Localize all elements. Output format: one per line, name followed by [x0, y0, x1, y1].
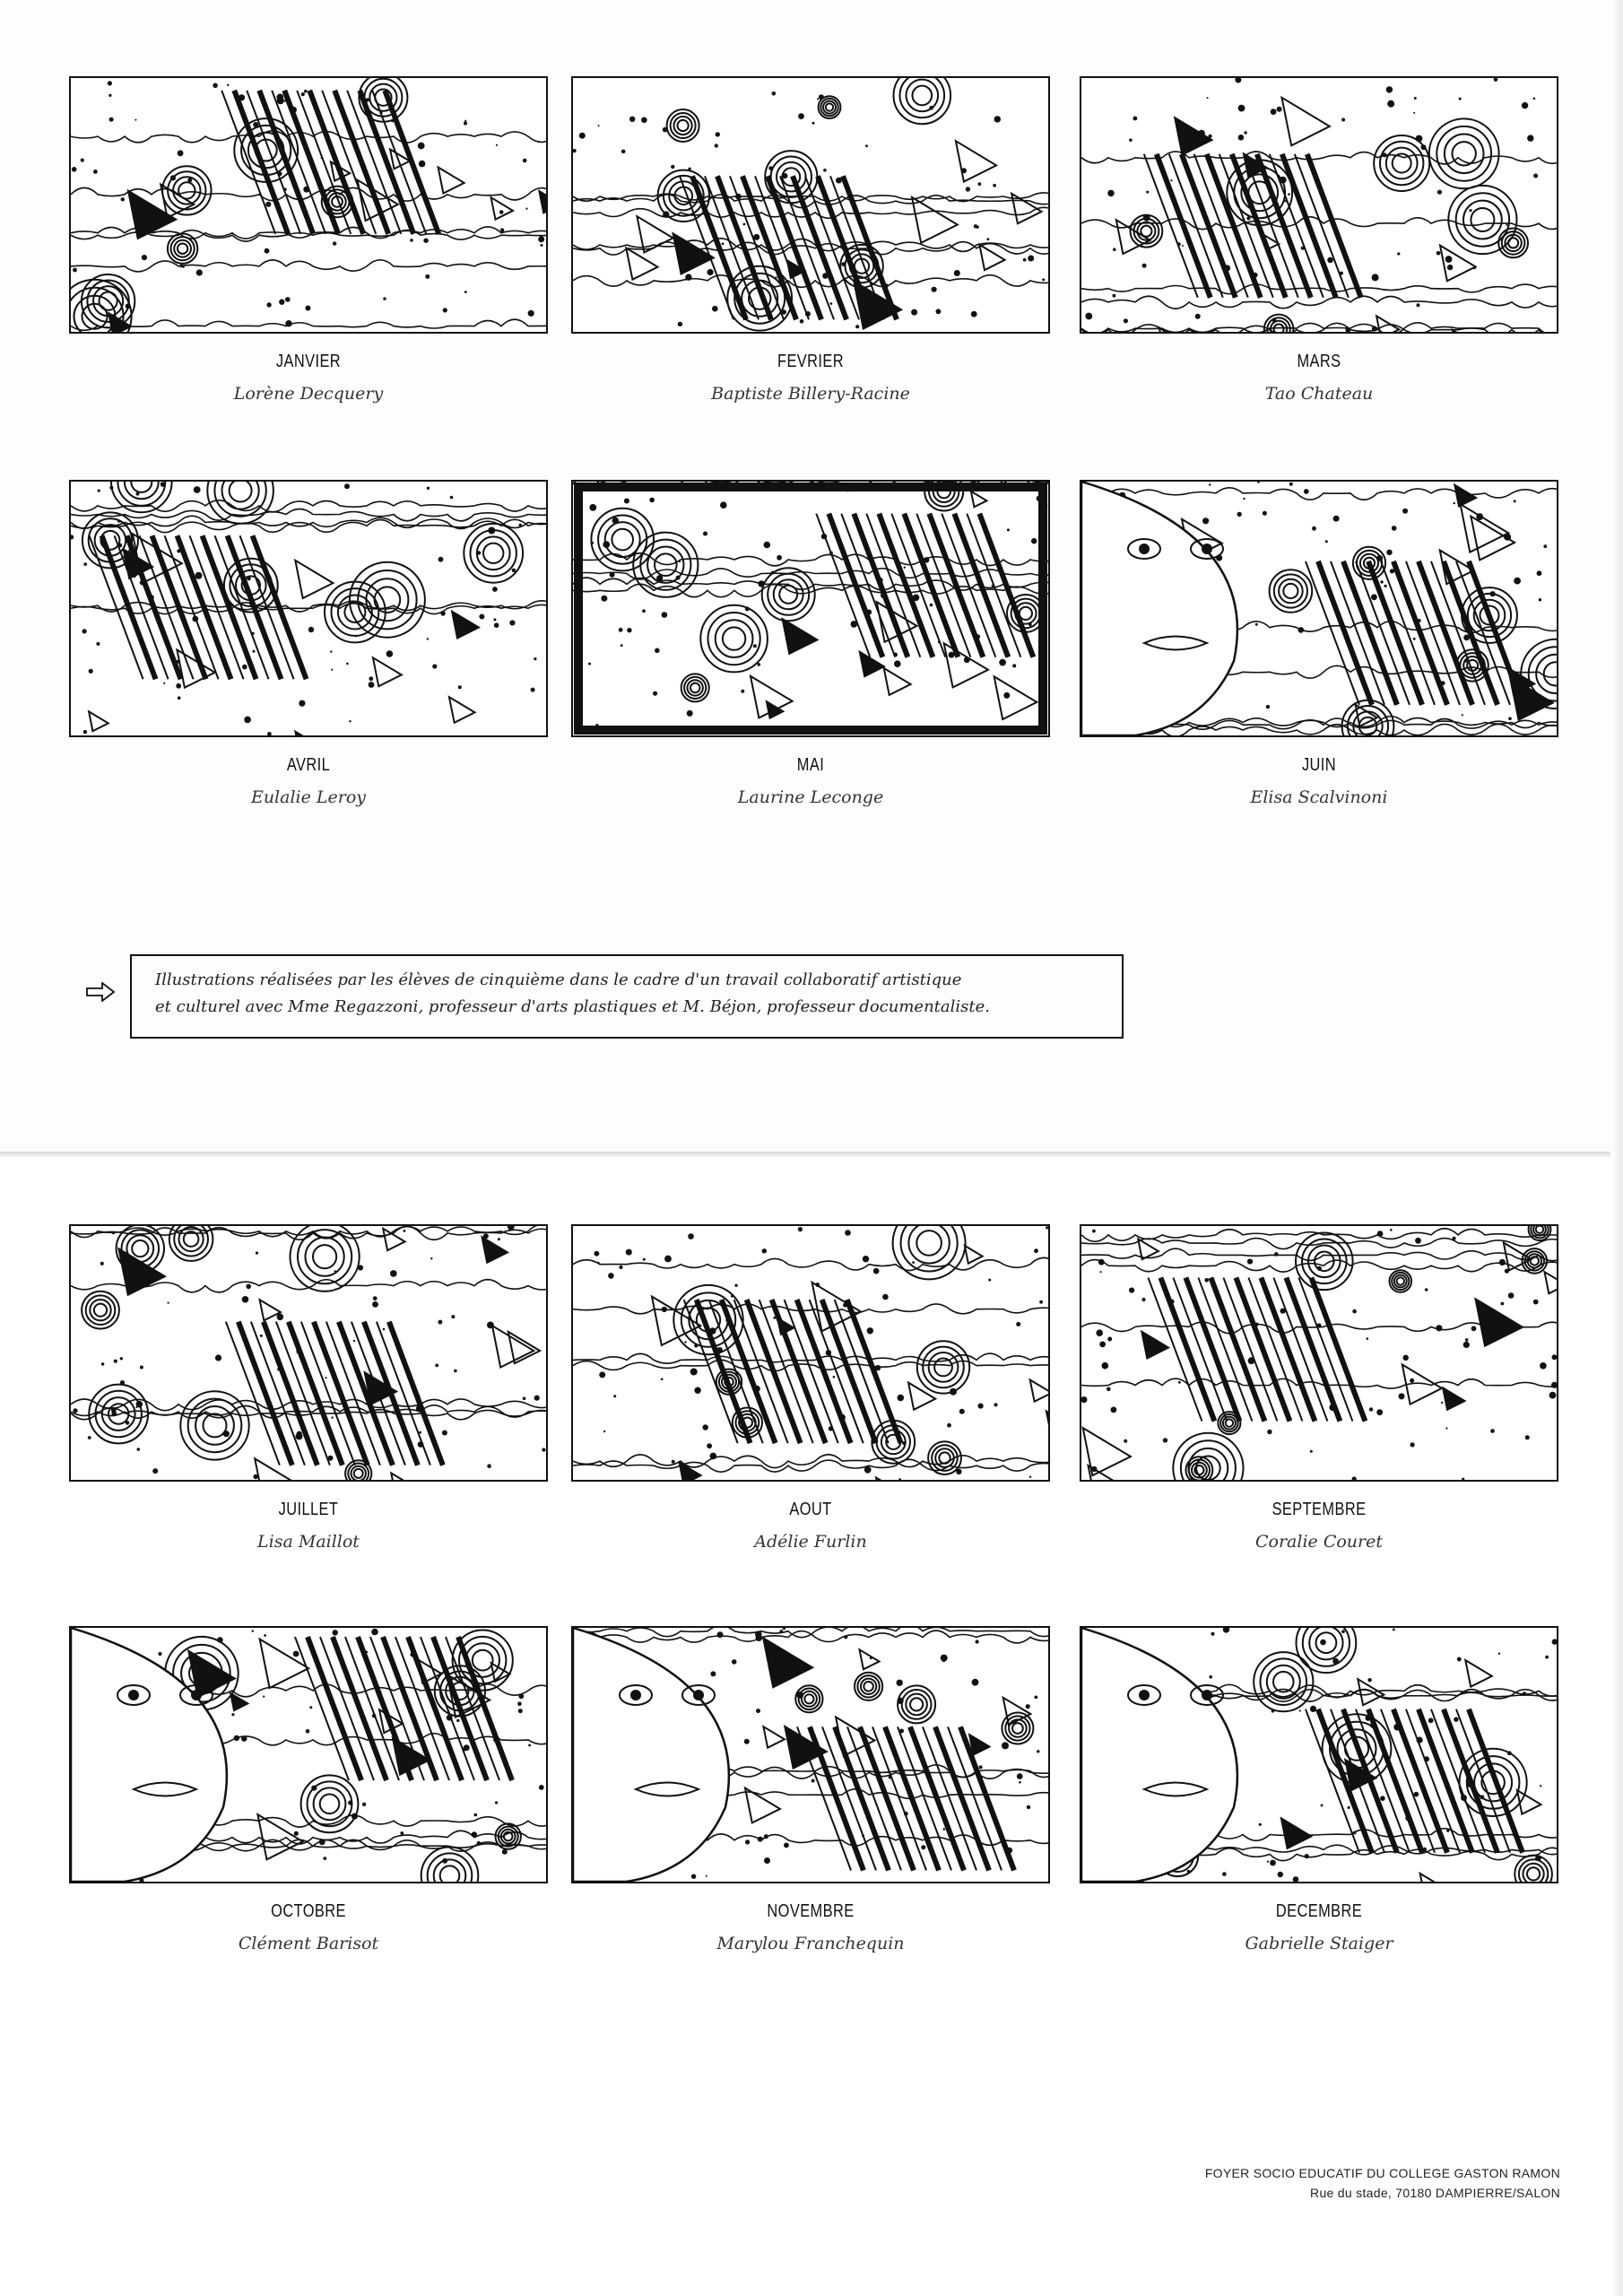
month-panel [571, 480, 1050, 814]
footer-line-1: FOYER SOCIO EDUCATIF DU COLLEGE GASTON RAMON [1204, 2166, 1560, 2180]
month-label: SEPTEMBRE [1271, 1500, 1367, 1519]
artist-name: Eulalie Leroy [250, 787, 367, 807]
month-label: AVRIL [286, 755, 331, 775]
month-label: AOUT [789, 1500, 832, 1519]
month-label: DECEMBRE [1275, 1901, 1363, 1921]
artist-name: Baptiste Billery-Racine [711, 384, 910, 404]
zentangle-illustration [571, 76, 1050, 334]
month-panel [69, 1224, 548, 1559]
credit-line-1: Illustrations réalisées par les élèves de cinquième dans le cadre d'un travail collaboratif artistique [155, 970, 962, 989]
month-panel [1080, 1626, 1558, 1961]
artist-name: Clément Barisot [238, 1934, 379, 1953]
artist-name: Lorène Decquery [233, 384, 384, 404]
month-label: NOVEMBRE [767, 1901, 855, 1921]
zentangle-illustration [571, 480, 1050, 737]
artist-name: Tao Chateau [1264, 384, 1374, 404]
zentangle-illustration [571, 1626, 1050, 1883]
month-label: MARS [1297, 352, 1341, 371]
month-label: FEVRIER [777, 352, 844, 371]
zentangle-illustration [1080, 1224, 1558, 1482]
month-label: JUILLET [278, 1500, 339, 1519]
arrow-right-icon [86, 982, 115, 1002]
month-label: JUIN [1301, 755, 1337, 775]
month-panel [1080, 76, 1558, 411]
zentangle-illustration [571, 1224, 1050, 1482]
month-panel [1080, 480, 1558, 814]
zentangle-illustration [69, 1626, 548, 1883]
month-panel [1080, 1224, 1558, 1559]
month-label: JANVIER [275, 352, 342, 371]
month-label: MAI [796, 755, 825, 775]
month-panel [571, 76, 1050, 411]
artist-name: Coralie Couret [1255, 1532, 1383, 1552]
zentangle-illustration [1080, 1626, 1558, 1883]
artist-name: Lisa Maillot [257, 1532, 360, 1552]
artist-name: Adélie Furlin [754, 1532, 867, 1552]
credit-line-2: et culturel avec Mme Regazzoni, professeur d'arts plastiques et M. Béjon, professeur documentaliste. [155, 997, 990, 1016]
month-label: OCTOBRE [271, 1901, 346, 1921]
zentangle-illustration [1080, 480, 1558, 737]
artist-name: Gabrielle Staiger [1245, 1934, 1393, 1953]
month-panel [571, 1224, 1050, 1559]
sheet-divider [0, 1152, 1623, 1157]
footer-address [1205, 2163, 1560, 2203]
month-panel [69, 480, 548, 814]
paper-edge [1610, 0, 1623, 2296]
footer-line-2: Rue du stade, 70180 DAMPIERRE/SALON [1310, 2186, 1560, 2200]
month-panel [69, 76, 548, 411]
artist-name: Laurine Leconge [737, 787, 884, 807]
credit-note [130, 954, 1124, 1039]
month-panel [69, 1626, 548, 1961]
zentangle-illustration [69, 76, 548, 334]
artist-name: Elisa Scalvinoni [1250, 787, 1388, 807]
artist-name: Marylou Franchequin [716, 1934, 905, 1953]
zentangle-illustration [69, 1224, 548, 1482]
zentangle-illustration [69, 480, 548, 737]
month-panel [571, 1626, 1050, 1961]
zentangle-illustration [1080, 76, 1558, 334]
